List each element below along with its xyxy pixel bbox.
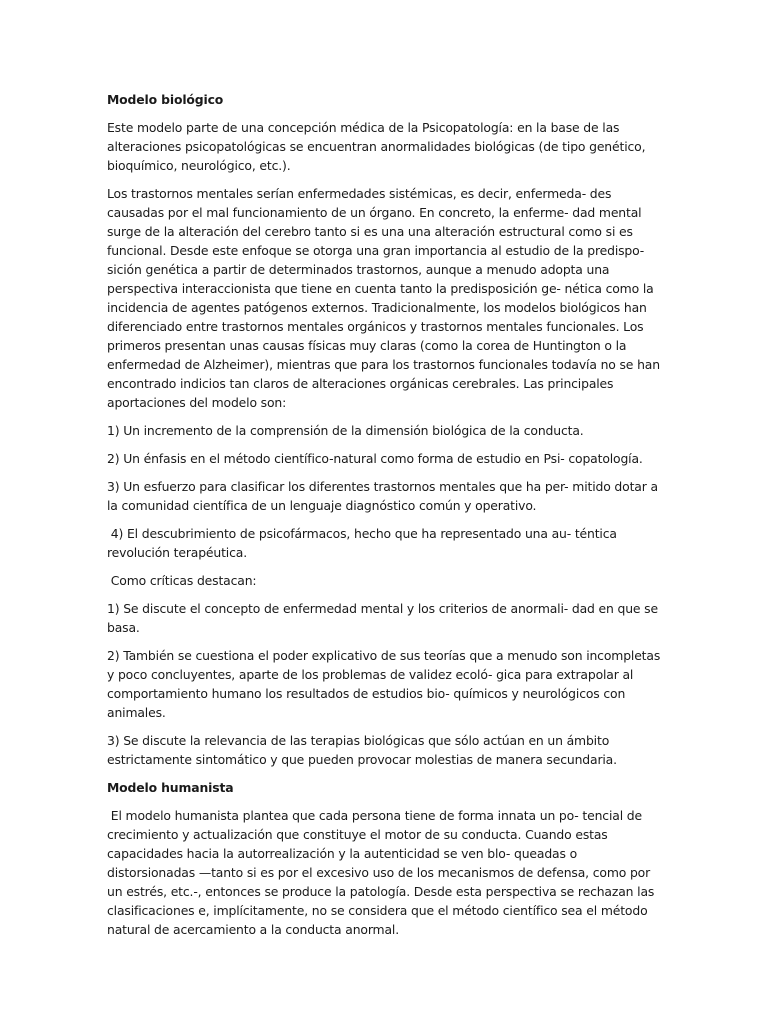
section-heading-biological: Modelo biológico <box>107 92 224 107</box>
criticism-item-1: 1) Se discute el concepto de enfermedad mental y los criterios de anormali- dad en que se basa. <box>107 601 658 635</box>
paragraph-humanist: El modelo humanista plantea que cada persona tiene de forma innata un po- tencial de crecimiento y actualización que constituye el motor de su conducta. Cuando estas capacidades hacia la autorrealización y la autenticidad se ven blo- queadas o distorsionadas —tanto si es por el excesivo uso de los mecanismos de defensa, como por un estrés, etc.-, entonces se produce la patología. Desde esta perspectiva se rechazan las clasificaciones e, implícitamente, no se considera que el método científico sea el método natural de acercamiento a la conducta anormal. <box>107 808 659 937</box>
contribution-item-4: 4) El descubrimiento de psicofármacos, hecho que ha representado una au- téntica revolución terapéutica. <box>107 526 621 560</box>
paragraph-systemic: Los trastornos mentales serían enfermedades sistémicas, es decir, enfermeda- des causadas por el mal funcionamiento de un órgano. En concreto, la enferme- dad mental surge de la alteración del cerebro tanto si es una una alteración estructural como si es funcional. Desde este enfoque se otorga una gran importancia al estudio de la predispo- sición genética a partir de determinados trastornos, aunque a menudo adopta una perspectiva interaccionista que tiene en cuenta tanto la predisposición ge- nética como la incidencia de agentes patógenos externos. Tradicionalmente, los modelos biológicos han diferenciado entre trastornos mentales orgánicos y trastornos mentales funcionales. Los primeros presentan unas causas físicas muy claras (como la corea de Huntington o la enfermedad de Alzheimer), mientras que para los trastornos funcionales todavía no se han encontrado indicios tan claros de alteraciones orgánicas cerebrales. Las principales aportaciones del modelo son: <box>107 186 660 410</box>
section-heading-humanist: Modelo humanista <box>107 780 234 795</box>
contribution-item-2: 2) Un énfasis en el método científico-natural como forma de estudio en Psi- copatología. <box>107 451 643 466</box>
criticism-item-3: 3) Se discute la relevancia de las terapias biológicas que sólo actúan en un ámbito estrictamente sintomático y que pueden provocar molestias de manera secundaria. <box>107 733 617 767</box>
document-page <box>107 90 665 948</box>
criticism-item-2: 2) También se cuestiona el poder explicativo de sus teorías que a menudo son incompletas y poco concluyentes, aparte de los problemas de validez ecoló- gica para extrapolar al comportamiento humano los resultados de estudios bio- químicos y neurológicos con animales. <box>107 648 661 720</box>
criticisms-intro: Como críticas destacan: <box>107 573 257 588</box>
paragraph-intro: Este modelo parte de una concepción médica de la Psicopatología: en la base de las alteraciones psicopatológicas se encuentran anormalidades biológicas (de tipo genético, bioquímico, neurológico, etc.). <box>107 120 646 173</box>
contribution-item-1: 1) Un incremento de la comprensión de la dimensión biológica de la conducta. <box>107 423 584 438</box>
contribution-item-3: 3) Un esfuerzo para clasificar los diferentes trastornos mentales que ha per- mitido dotar a la comunidad científica de un lenguaje diagnóstico común y operativo. <box>107 479 658 513</box>
